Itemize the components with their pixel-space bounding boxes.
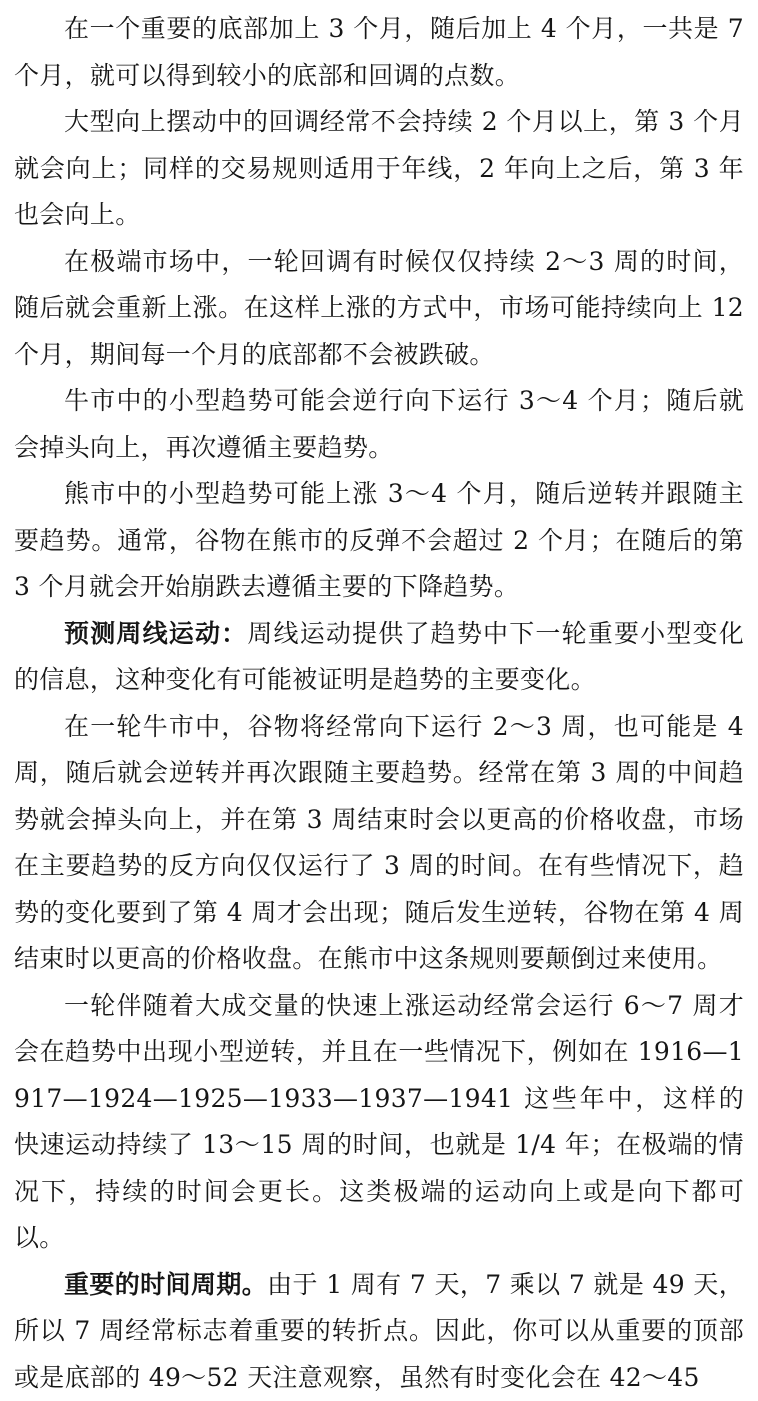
- paragraph-text: 大型向上摆动中的回调经常不会持续 2 个月以上，第 3 个月就会向上；同样的交易规则适用于年线，2 年向上之后，第 3 年也会向上。: [14, 107, 744, 229]
- paragraph-lead: 预测周线运动：: [64, 619, 247, 648]
- paragraph-3: [14, 239, 744, 379]
- paragraph-text: 周线运动提供了趋势中下一轮重要小型变化的信息，这种变化有可能被证明是趋势的主要变化。: [14, 619, 744, 695]
- paragraph-text: 由于 1 周有 7 天，7 乘以 7 就是 49 天，所以 7 周经常标志着重要的转折点。因此，你可以从重要的顶部或是底部的 49～52 天注意观察，虽然有时变化会在 42～45: [14, 1270, 744, 1392]
- paragraph-text: 在一个重要的底部加上 3 个月，随后加上 4 个月，一共是 7 个月，就可以得到较小的底部和回调的点数。: [14, 14, 744, 90]
- paragraph-text: 在一轮牛市中，谷物将经常向下运行 2～3 周，也可能是 4 周，随后就会逆转并再次跟随主要趋势。经常在第 3 周的中间趋势就会掉头向上，并在第 3 周结束时会以更高的价格收盘，市场在主要趋势的反方向仅仅运行了 3 周的时间。在有些情况下，趋势的变化要到了第 4 周才会出现；随后发生逆转，谷物在第 4 周结束时以更高的价格收盘。在熊市中这条规则要颠倒过来使用。: [14, 712, 744, 974]
- paragraph-2: [14, 99, 744, 239]
- paragraph-9: [14, 1262, 744, 1401]
- paragraph-text: 熊市中的小型趋势可能上涨 3～4 个月，随后逆转并跟随主要趋势。通常，谷物在熊市的反弹不会超过 2 个月；在随后的第 3 个月就会开始崩跌去遵循主要的下降趋势。: [14, 479, 744, 601]
- paragraph-7: [14, 704, 744, 983]
- paragraph-8: [14, 983, 744, 1262]
- paragraph-text: 一轮伴随着大成交量的快速上涨运动经常会运行 6～7 周才会在趋势中出现小型逆转，并且在一些情况下，例如在 1916—1917—1924—1925—1933—1937—1941 这些年中，这样的快速运动持续了 13～15 周的时间，也就是 1/4 年；在极端的情况下，持续的时间会更长。这类极端的运动向上或是向下都可以。: [14, 991, 744, 1253]
- paragraph-1: [14, 6, 744, 99]
- paragraph-text: 在极端市场中，一轮回调有时候仅仅持续 2～3 周的时间，随后就会重新上涨。在这样上涨的方式中，市场可能持续向上 12 个月，期间每一个月的底部都不会被跌破。: [14, 247, 744, 369]
- paragraph-4: [14, 378, 744, 471]
- paragraph-6: [14, 611, 744, 704]
- paragraph-5: [14, 471, 744, 611]
- paragraph-lead: 重要的时间周期。: [64, 1270, 267, 1299]
- paragraph-text: 牛市中的小型趋势可能会逆行向下运行 3～4 个月；随后就会掉头向上，再次遵循主要趋势。: [14, 386, 744, 462]
